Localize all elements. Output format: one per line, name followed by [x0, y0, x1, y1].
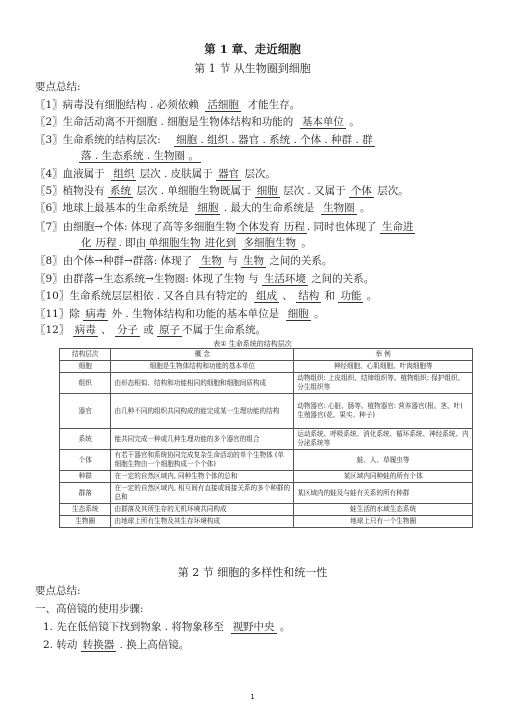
point-1: 〖1〗病毒没有细胞结构 . 必须依赖 活细胞 才能生存。: [35, 99, 301, 111]
table-row: [60, 429, 473, 450]
cell-level: 细胞: [60, 361, 111, 373]
cell-concept: 由形态相似、结构和功能相同的细胞和细胞间质构成: [111, 373, 294, 394]
cell-concept: 由群落及其所生存的无机环境共同构成: [111, 504, 294, 516]
table-caption: 表① 生命系统的结构层次: [213, 340, 292, 348]
cell-example: 动物器官: 心脏、肠等。植物器官: 营养器官(根、茎、叶) 生殖器官(花、果实、种子): [294, 394, 473, 429]
cell-example: 运动系统、呼吸系统、消化系统、循环系统、神经系统、内分泌系统等: [294, 429, 473, 450]
cell-example: 某区域内的蛙及与蛙有关系的所有种群: [294, 483, 473, 504]
table-row: [60, 516, 473, 528]
point-3: 〖3〗生命系统的结构层次: 细胞 . 组织 . 器官 . 系统 . 个体 . 种群 . 群: [35, 134, 373, 146]
cell-concept: 由几种不同的组织共同构成的能完成某一生理功能的结构: [111, 394, 294, 429]
cell-example: 神经细胞、心肌细胞、叶肉细胞等: [294, 361, 473, 373]
table-row: [60, 394, 473, 429]
point-9: 〖9〗由群落→生态系统→生物圈: 体现了生物 与 生活环境 之间的关系。: [35, 273, 375, 285]
point-6: 〖6〗地球上最基本的生命系统是 细胞 . 最大的生命系统是 生物圈 。: [35, 202, 371, 214]
point-12: 〖12〗 病毒 、 分子 或 原子 不属于生命系统。: [35, 324, 267, 336]
s2-step-2: 2. 转动 转换器 . 换上高倍镜。: [43, 639, 190, 651]
s2-step-1: 1. 先在低倍镜下找到物象 . 将物象移至 视野中央 。: [43, 621, 291, 633]
cell-concept: 在一定的自然区域内, 同种生物个体的总和: [111, 471, 294, 483]
cell-level: 个体: [60, 450, 111, 471]
table-row: [60, 361, 473, 373]
cell-level: 生物圈: [60, 516, 111, 528]
cell-level: 组织: [60, 373, 111, 394]
point-7-cont: 化 历程 . 即由 单细胞生物 进化到 多细胞生物 。: [81, 237, 312, 249]
cell-concept: 能共同完成一种或几种生理功能的多个器官的组合: [111, 429, 294, 450]
page-number: 1: [250, 693, 255, 701]
s2-heading: 一、高倍镜的使用步骤:: [35, 603, 144, 615]
table-row: [60, 471, 473, 483]
point-3-cont: 落 . 生态系统 . 生物圈 。: [81, 150, 199, 162]
point-2: 〖2〗生命活动离不开细胞 . 细胞是生物体结构和功能的 基本单位 。: [35, 116, 360, 128]
table-row: [60, 483, 473, 504]
header-concept: 概 念: [111, 349, 294, 361]
point-8: 〖8〗由个体→种群→群落: 体现了 生物 与 生物 之间的关系。: [35, 255, 333, 267]
cell-concept: 细胞是生物体结构和功能的基本单位: [111, 361, 294, 373]
cell-example: 地球上只有一个生物圈: [294, 516, 473, 528]
section2-title: 第 2 节 细胞的多样性和统一性: [177, 566, 328, 579]
cell-concept: 在一定的自然区域内, 相互间有直接或间接关系的多个种群的总和: [111, 483, 294, 504]
cell-level: 生态系统: [60, 504, 111, 516]
point-7: 〖7〗由细胞→个体: 体现了高等多细胞生物 个体发育 历程 . 同时也体现了 生命进: [35, 221, 414, 233]
chapter-title: 第 1 章、走近细胞: [204, 42, 301, 56]
structure-levels-table: [59, 348, 473, 528]
cell-concept: 有若干器官和系统协同完成复杂生命活动的单个生物体 (单细胞生物由一个细胞构成一个个体): [111, 450, 294, 471]
cell-example: 动物组织: 上皮组织、结缔组织等。植物组织: 保护组织、分生组织等: [294, 373, 473, 394]
key-points-label-2: 要点总结:: [35, 585, 81, 597]
key-points-label: 要点总结:: [35, 81, 81, 93]
point-10: 〖10〗生命系统层层相依 . 又各自具有特定的 组成 、 结构 和 功能 。: [35, 290, 378, 302]
cell-example: 蛙生活的水域生态系统: [294, 504, 473, 516]
cell-level: 系统: [60, 429, 111, 450]
point-4: 〖4〗血液属于 组织 层次 . 皮肤属于 器官 层次。: [35, 168, 276, 180]
cell-level: 群落: [60, 483, 111, 504]
table-row: [60, 373, 473, 394]
cell-example: 某区域内同种蛙的所有个体: [294, 471, 473, 483]
cell-example: 蛙、人、草履虫等: [294, 450, 473, 471]
table-header-row: [60, 349, 473, 361]
cell-level: 器官: [60, 394, 111, 429]
header-example: 举 例: [294, 349, 473, 361]
table-row: [60, 504, 473, 516]
point-11: 〖11〗除 病毒 外 . 生物体结构和功能的基本单位是 细胞 。: [35, 308, 325, 320]
table-row: [60, 450, 473, 471]
header-level: 结构层次: [60, 349, 111, 361]
point-5: 〖5〗植物没有 系统 层次 . 单细胞生物既属于 细胞 层次 . 又属于 个体 层次。: [35, 185, 409, 197]
cell-concept: 由地球上所有生物及其生存环境构成: [111, 516, 294, 528]
section1-title: 第 1 节 从生物圈到细胞: [194, 62, 311, 75]
cell-level: 种群: [60, 471, 111, 483]
